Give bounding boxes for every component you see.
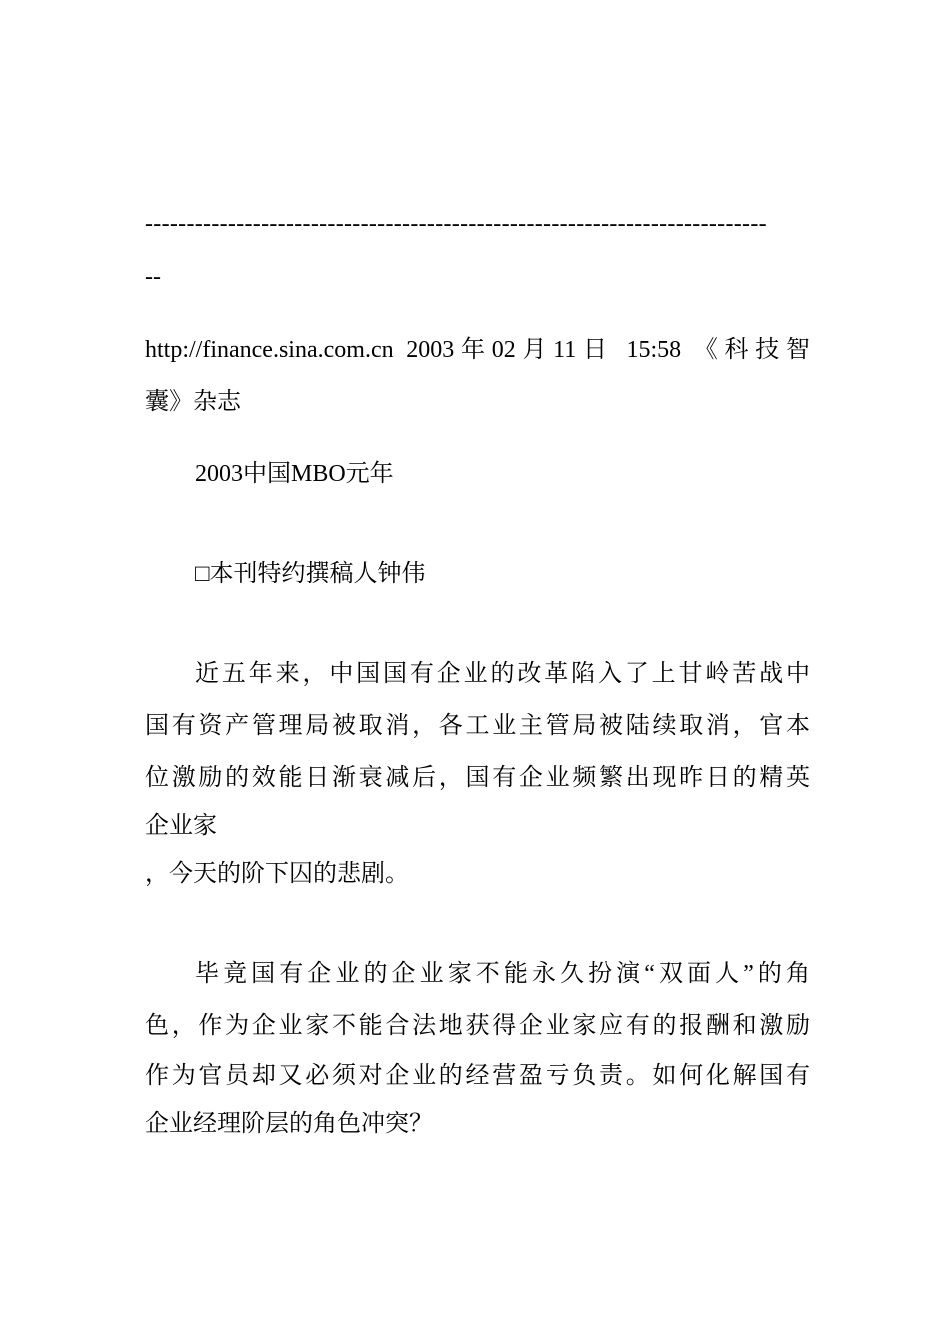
source-line-continuation: 囊》杂志 [145, 389, 241, 415]
paragraph-2-line-3: 作为官员却又必须对企业的经营盈亏负责。如何化解国有 [145, 1063, 810, 1089]
separator-line-continuation: -- [145, 264, 161, 290]
source-line: http://finance.sina.com.cn 2003年02月11日 15:58 《科技智 [145, 337, 810, 363]
paragraph-2-line-4: 企业经理阶层的角色冲突？ [145, 1111, 433, 1137]
byline: □本刊特约撰稿人钟伟 [195, 561, 426, 587]
paragraph-2-line-1: 毕竟国有企业的企业家不能永久扮演“双面人”的角 [195, 961, 810, 987]
article-title: 2003中国MBO元年 [195, 461, 394, 487]
paragraph-1-line-1: 近五年来，中国国有企业的改革陷入了上甘岭苦战中 [195, 661, 810, 687]
paragraph-1-line-5: ，今天的阶下囚的悲剧。 [145, 861, 409, 887]
paragraph-1-line-4: 企业家 [145, 813, 217, 839]
paragraph-1-line-3: 位激励的效能日渐衰减后，国有企业频繁出现昨日的精英 [145, 765, 810, 791]
paragraph-1-line-2: 国有资产管理局被取消，各工业主管局被陆续取消，官本 [145, 713, 810, 739]
separator-line: --------------------------------------------------------------------------- [145, 211, 767, 237]
paragraph-2-line-2: 色，作为企业家不能合法地获得企业家应有的报酬和激励 [145, 1013, 810, 1039]
